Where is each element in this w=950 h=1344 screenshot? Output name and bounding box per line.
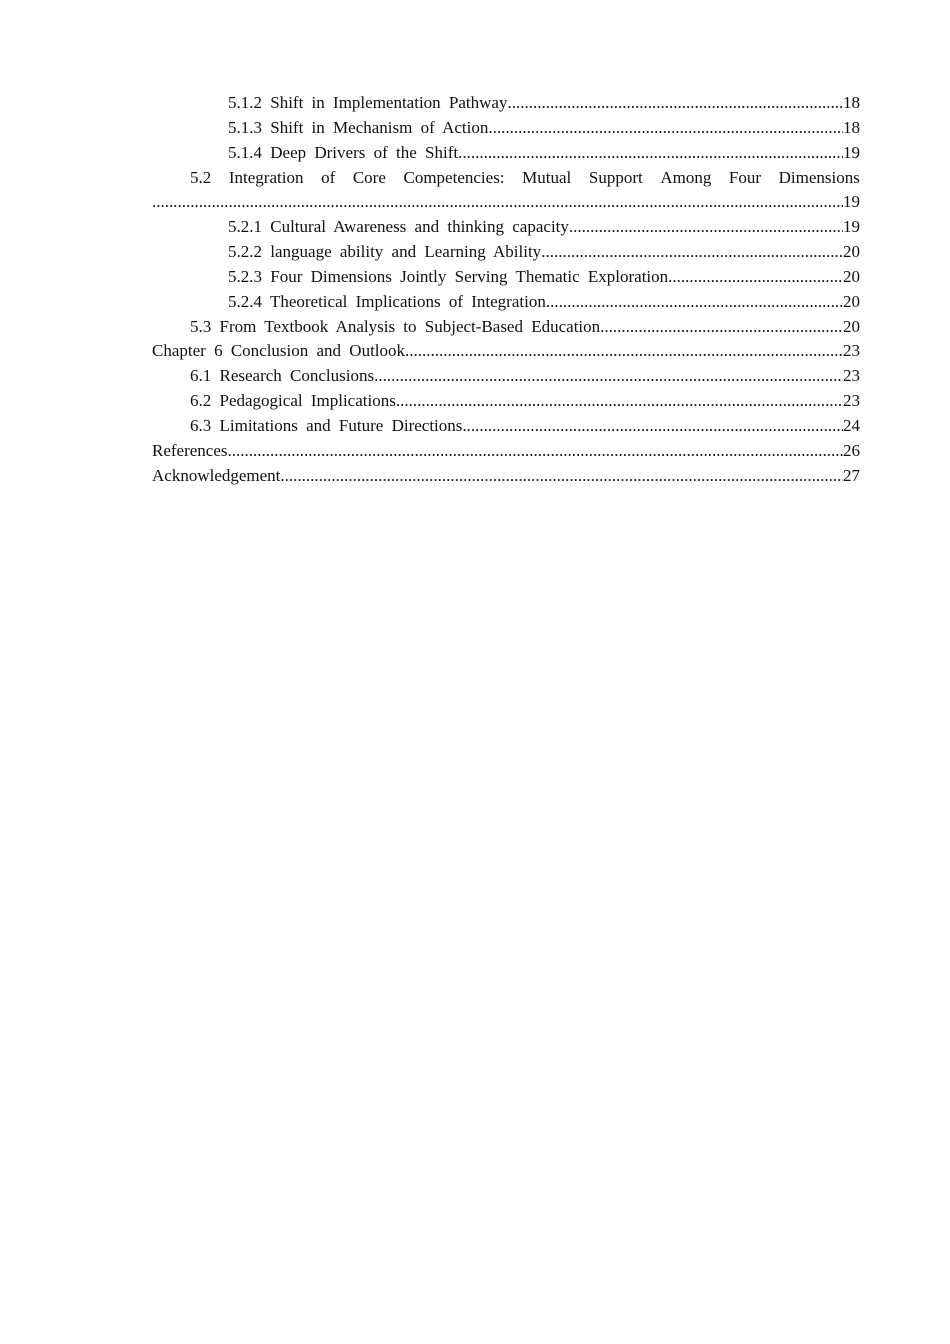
toc-page-number: 19 (843, 192, 860, 212)
toc-leader-dots (374, 364, 843, 389)
toc-entry-chapter-6[interactable] (152, 339, 860, 364)
toc-entry-word: Competencies: (403, 167, 505, 187)
toc-entry-5-2-leader[interactable] (152, 190, 860, 215)
toc-entry-word: 5.2 (190, 167, 212, 187)
toc-page-number: 20 (843, 291, 860, 311)
toc-entry-5-1-2[interactable] (152, 91, 860, 116)
toc-entry-title: 5.2.3 Four Dimensions Jointly Serving Thematic Exploration (228, 266, 669, 286)
toc-entry-word: Dimensions (778, 167, 860, 187)
toc-entry-word: Four (728, 167, 762, 187)
toc-page-number: 27 (843, 465, 860, 485)
toc-entry-word: Core (352, 167, 386, 187)
toc-entry-6-3[interactable] (152, 414, 860, 439)
toc-entry-title: 5.1.4 Deep Drivers of the Shift (228, 142, 459, 162)
toc-page-number: 26 (843, 440, 860, 460)
toc-entry-title: 5.3 From Textbook Analysis to Subject-Based Education (190, 316, 601, 336)
toc-entry-5-2-title[interactable] (152, 166, 860, 191)
toc-leader-dots (458, 141, 843, 166)
toc-entry-title: 5.2.1 Cultural Awareness and thinking capacity (228, 217, 569, 237)
toc-entry-title: 5.1.3 Shift in Mechanism of Action (228, 117, 489, 137)
toc-entry-5-2-2[interactable] (152, 240, 860, 265)
toc-page-number: 24 (843, 415, 860, 435)
toc-entry-5-2-3[interactable] (152, 265, 860, 290)
toc-page-number: 23 (843, 391, 860, 411)
toc-leader-dots (546, 290, 843, 315)
toc-entry-title: Acknowledgement (152, 465, 281, 485)
toc-entry-title: 6.2 Pedagogical Implications (190, 391, 396, 411)
toc-entry-title: 5.2.2 language ability and Learning Ability (228, 242, 542, 262)
toc-page-number: 23 (843, 366, 860, 386)
toc-leader-dots (462, 414, 843, 439)
toc-entry-title: References (152, 440, 228, 460)
toc-page-number: 20 (843, 266, 860, 286)
table-of-contents (152, 91, 860, 489)
toc-leader-dots (569, 215, 843, 240)
toc-leader-dots (541, 240, 843, 265)
toc-entry-title: 5.2.4 Theoretical Implications of Integration (228, 291, 546, 311)
toc-page-number: 19 (843, 142, 860, 162)
toc-entry-word: Mutual (522, 167, 572, 187)
toc-page-number: 18 (843, 117, 860, 137)
toc-entry-acknowledgement[interactable] (152, 464, 860, 489)
toc-leader-dots (488, 116, 843, 141)
toc-page-number: 18 (843, 93, 860, 112)
toc-leader-dots (405, 339, 843, 364)
toc-page-number: 20 (843, 316, 860, 336)
toc-leader-dots (152, 190, 843, 215)
toc-leader-dots (280, 464, 843, 489)
toc-page-number: 20 (843, 242, 860, 262)
toc-entry-title: Chapter 6 Conclusion and Outlook (152, 341, 406, 361)
toc-leader-dots (396, 389, 843, 414)
toc-entry-word: Support (588, 167, 643, 187)
toc-entry-title: 6.1 Research Conclusions (190, 366, 375, 386)
toc-entry-5-1-3[interactable] (152, 116, 860, 141)
toc-entry-title: 6.3 Limitations and Future Directions (190, 415, 463, 435)
toc-entry-title: 5.1.2 Shift in Implementation Pathway (228, 93, 508, 112)
toc-page-number: 23 (843, 341, 860, 361)
toc-entry-word: of (321, 167, 336, 187)
toc-entry-word: Integration (228, 167, 304, 187)
toc-leader-dots (600, 315, 843, 340)
toc-entry-word: Among (660, 167, 712, 187)
toc-entry-5-2-1[interactable] (152, 215, 860, 240)
toc-leader-dots (668, 265, 843, 290)
toc-entry-6-2[interactable] (152, 389, 860, 414)
toc-entry-references[interactable] (152, 439, 860, 464)
toc-leader-dots (228, 439, 843, 464)
toc-entry-5-1-4[interactable] (152, 141, 860, 166)
toc-page-number: 19 (843, 217, 860, 237)
toc-entry-5-2-4[interactable] (152, 290, 860, 315)
toc-entry-6-1[interactable] (152, 364, 860, 389)
toc-leader-dots (507, 91, 843, 116)
toc-entry-5-3[interactable] (152, 315, 860, 340)
